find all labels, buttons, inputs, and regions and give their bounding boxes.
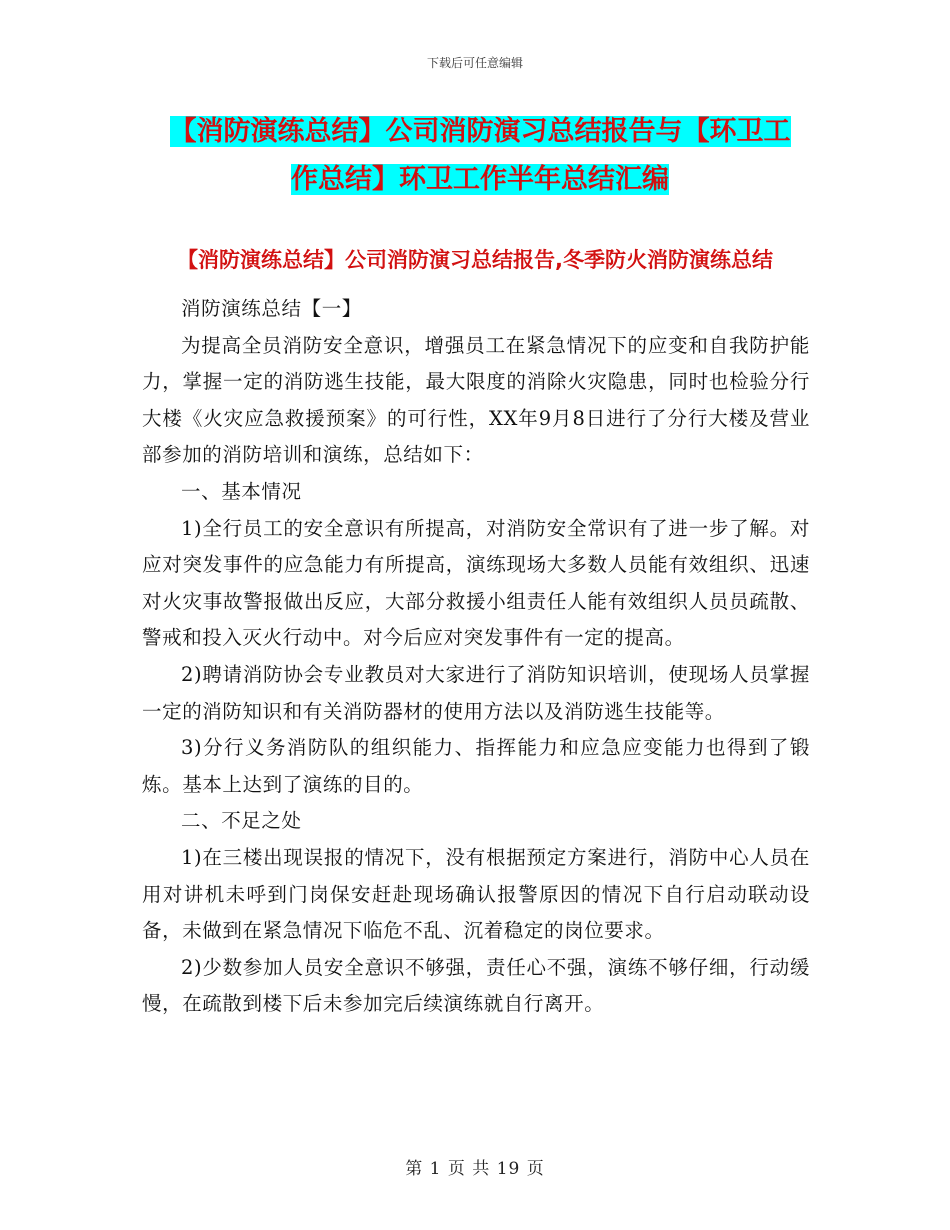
document-title-line-2: 作总结】环卫工作半年总结汇编 (291, 164, 669, 195)
document-title (150, 108, 810, 204)
subsection-label: 消防演练总结【一】 (181, 297, 362, 320)
page-header-note: 下载后可任意编辑 (426, 56, 523, 70)
body-paragraph: 1)在三楼出现误报的情况下，没有根据预定方案进行，消防中心人员在用对讲机未呼到门岗保安赶赴现场确认报警原因的情况下自行启动联动设备，未做到在紧急情况下临危不乱、沉着稳定的岗位要求。 (142, 845, 810, 943)
subsection-label: 一、基本情况 (181, 479, 302, 503)
body-paragraph: 1)全行员工的安全意识有所提高，对消防安全常识有了进一步了解。对应对突发事件的应急能力有所提高，演练现场大多数人员能有效组织、迅速对火灾事故警报做出反应，大部分救援小组责任人能有效组织人员员疏散、警戒和投入灭火行动中。对今后应对突发事件有一定的提高。 (142, 516, 810, 650)
body-paragraph: 3)分行义务消防队的组织能力、指挥能力和应急应变能力也得到了锻炼。基本上达到了演练的目的。 (142, 736, 810, 796)
body-paragraph: 2)聘请消防协会专业教员对大家进行了消防知识培训，使现场人员掌握一定的消防知识和有关消防器材的使用方法以及消防逃生技能等。 (142, 662, 810, 723)
subsection-label: 二、不足之处 (181, 809, 302, 833)
body-paragraph: 2)少数参加人员安全意识不够强，责任心不强，演练不够仔细，行动缓慢，在疏散到楼下后未参加完后续演练就自行离开。 (142, 955, 810, 1016)
page-number-footer: 第 1 页 共 19 页 (405, 1159, 545, 1179)
document-title-line-1: 【消防演练总结】公司消防演习总结报告与【环卫工 (169, 116, 791, 147)
section-heading: 【消防演练总结】公司消防演习总结报告,冬季防火消防演练总结 (177, 248, 773, 272)
document-body (142, 291, 810, 1023)
body-paragraph: 为提高全员消防安全意识，增强员工在紧急情况下的应变和自我防护能力，掌握一定的消防逃生技能，最大限度的消除火灾隐患，同时也检验分行大楼《火灾应急救援预案》的可行性，XX年9月8日进行了分行大楼及营业部参加的消防培训和演练，总结如下： (142, 333, 810, 467)
